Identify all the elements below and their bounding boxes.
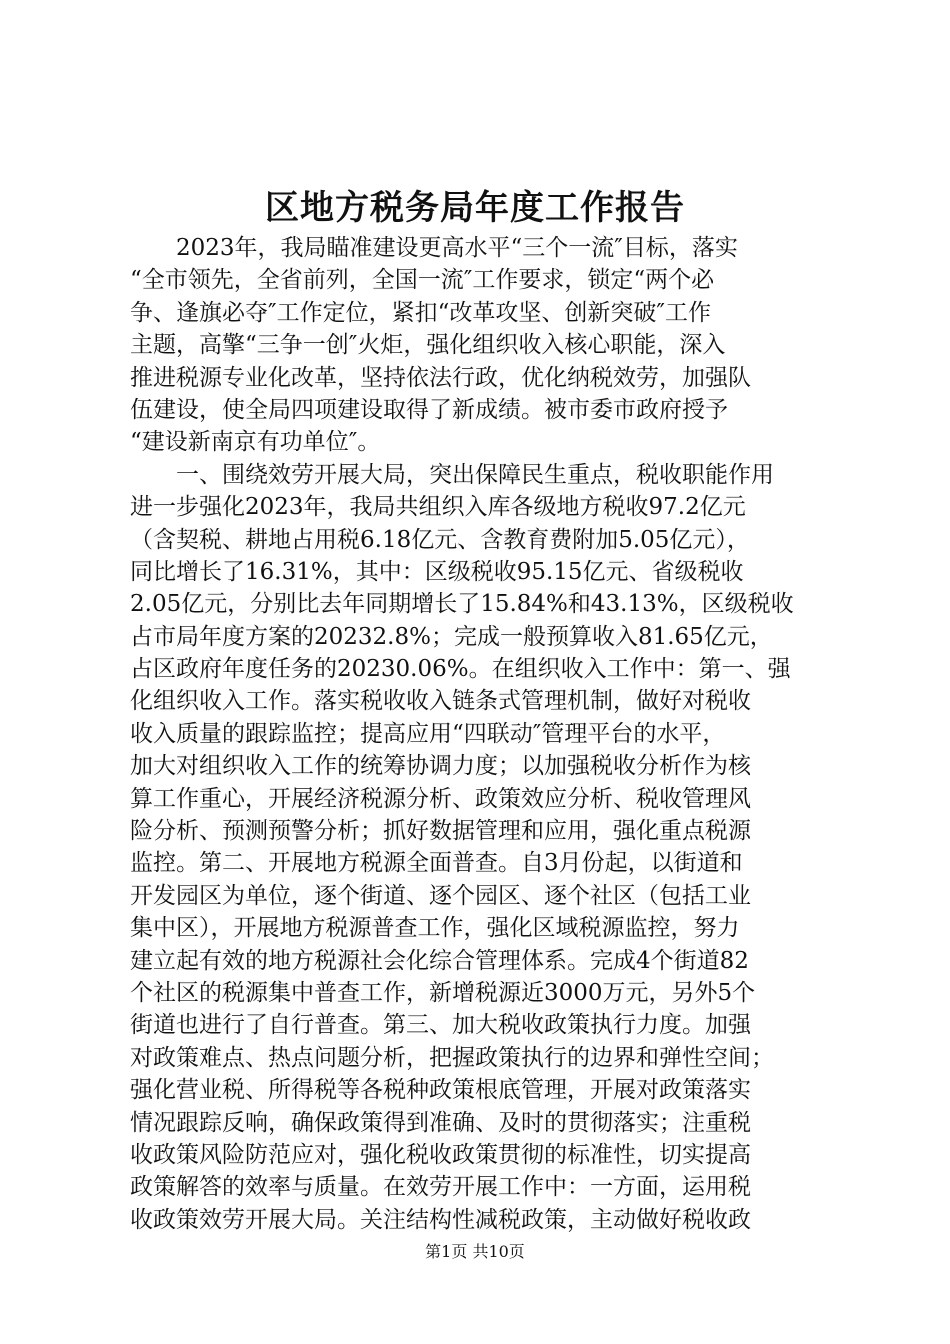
body-line: 推进税源专业化改革，坚持依法行政，优化纳税效劳，加强队 (130, 364, 751, 391)
body-line: “建设新南京有功单位″。 (130, 429, 381, 456)
body-line: 情况跟踪反响，确保政策得到准确、及时的贯彻落实；注重税 (130, 1109, 751, 1136)
body-line: （含契税、耕地占用税6.18亿元、含教育费附加5.05亿元）， (130, 526, 750, 553)
body-line: 收政策风险防范应对，强化税收政策贯彻的标准性，切实提高 (130, 1141, 751, 1168)
page-number-footer: 第1页 共10页 (425, 1242, 525, 1261)
body-line: 争、逢旗必夺″工作定位，紧扣“改革攻坚、创新突破″工作 (130, 299, 711, 326)
body-line: 收政策效劳开展大局。关注结构性减税政策，主动做好税收政 (130, 1206, 751, 1233)
document-title: 区地方税务局年度工作报告 (265, 188, 685, 228)
body-line: 算工作重心，开展经济税源分析、政策效应分析、税收管理风 (130, 785, 751, 812)
body-line: 收入质量的跟踪监控；提高应用“四联动″管理平台的水平， (130, 720, 726, 747)
body-line: 对政策难点、热点问题分析，把握政策执行的边界和弹性空间； (130, 1044, 774, 1071)
body-line: 集中区），开展地方税源普查工作，强化区域税源监控，努力 (130, 915, 740, 942)
body-line: 开发园区为单位，逐个街道、逐个园区、逐个社区（包括工业 (130, 882, 751, 909)
body-line: 强化营业税、所得税等各税种政策根底管理，开展对政策落实 (130, 1077, 751, 1104)
body-line: 伍建设，使全局四项建设取得了新成绩。被市委市政府授予 (130, 396, 728, 423)
body-line: 2.05亿元，分别比去年同期增长了15.84%和43.13%，区级税收 (130, 591, 794, 618)
body-line: 占区政府年度任务的20230.06%。在组织收入工作中：第一、强 (130, 656, 791, 683)
body-line: 政策解答的效率与质量。在效劳开展工作中：一方面，运用税 (130, 1174, 751, 1201)
body-line: 同比增长了16.31%，其中：区级税收95.15亿元、省级税收 (130, 558, 744, 585)
body-line: 主题，高擎“三争一创″火炬，强化组织收入核心职能，深入 (130, 332, 726, 359)
document-body (130, 232, 835, 1236)
body-line: 化组织收入工作。落实税收收入链条式管理机制，做好对税收 (130, 688, 751, 715)
body-line: 加大对组织收入工作的统筹协调力度；以加强税收分析作为核 (130, 753, 751, 780)
body-line: 险分析、预测预警分析；抓好数据管理和应用，强化重点税源 (130, 818, 751, 845)
body-line: 占市局年度方案的20232.8%；完成一般预算收入81.65亿元， (130, 623, 773, 650)
body-line: 监控。第二、开展地方税源全面普查。自3月份起，以街道和 (130, 850, 743, 877)
body-line: 进一步强化2023年，我局共组织入库各级地方税收97.2亿元 (130, 494, 746, 521)
body-line: 建立起有效的地方税源社会化综合管理体系。完成4个街道82 (130, 947, 749, 974)
body-line: 一、围绕效劳开展大局，突出保障民生重点，税收职能作用 (130, 461, 774, 488)
body-line: 2023年，我局瞄准建设更高水平“三个一流″目标，落实 (130, 235, 738, 261)
body-line: 街道也进行了自行普查。第三、加大税收政策执行力度。加强 (130, 1012, 751, 1039)
body-line: “全市领先，全省前列，全国一流″工作要求，锁定“两个必 (130, 267, 715, 294)
body-line: 个社区的税源集中普查工作，新增税源近3000万元，另外5个 (130, 979, 756, 1006)
